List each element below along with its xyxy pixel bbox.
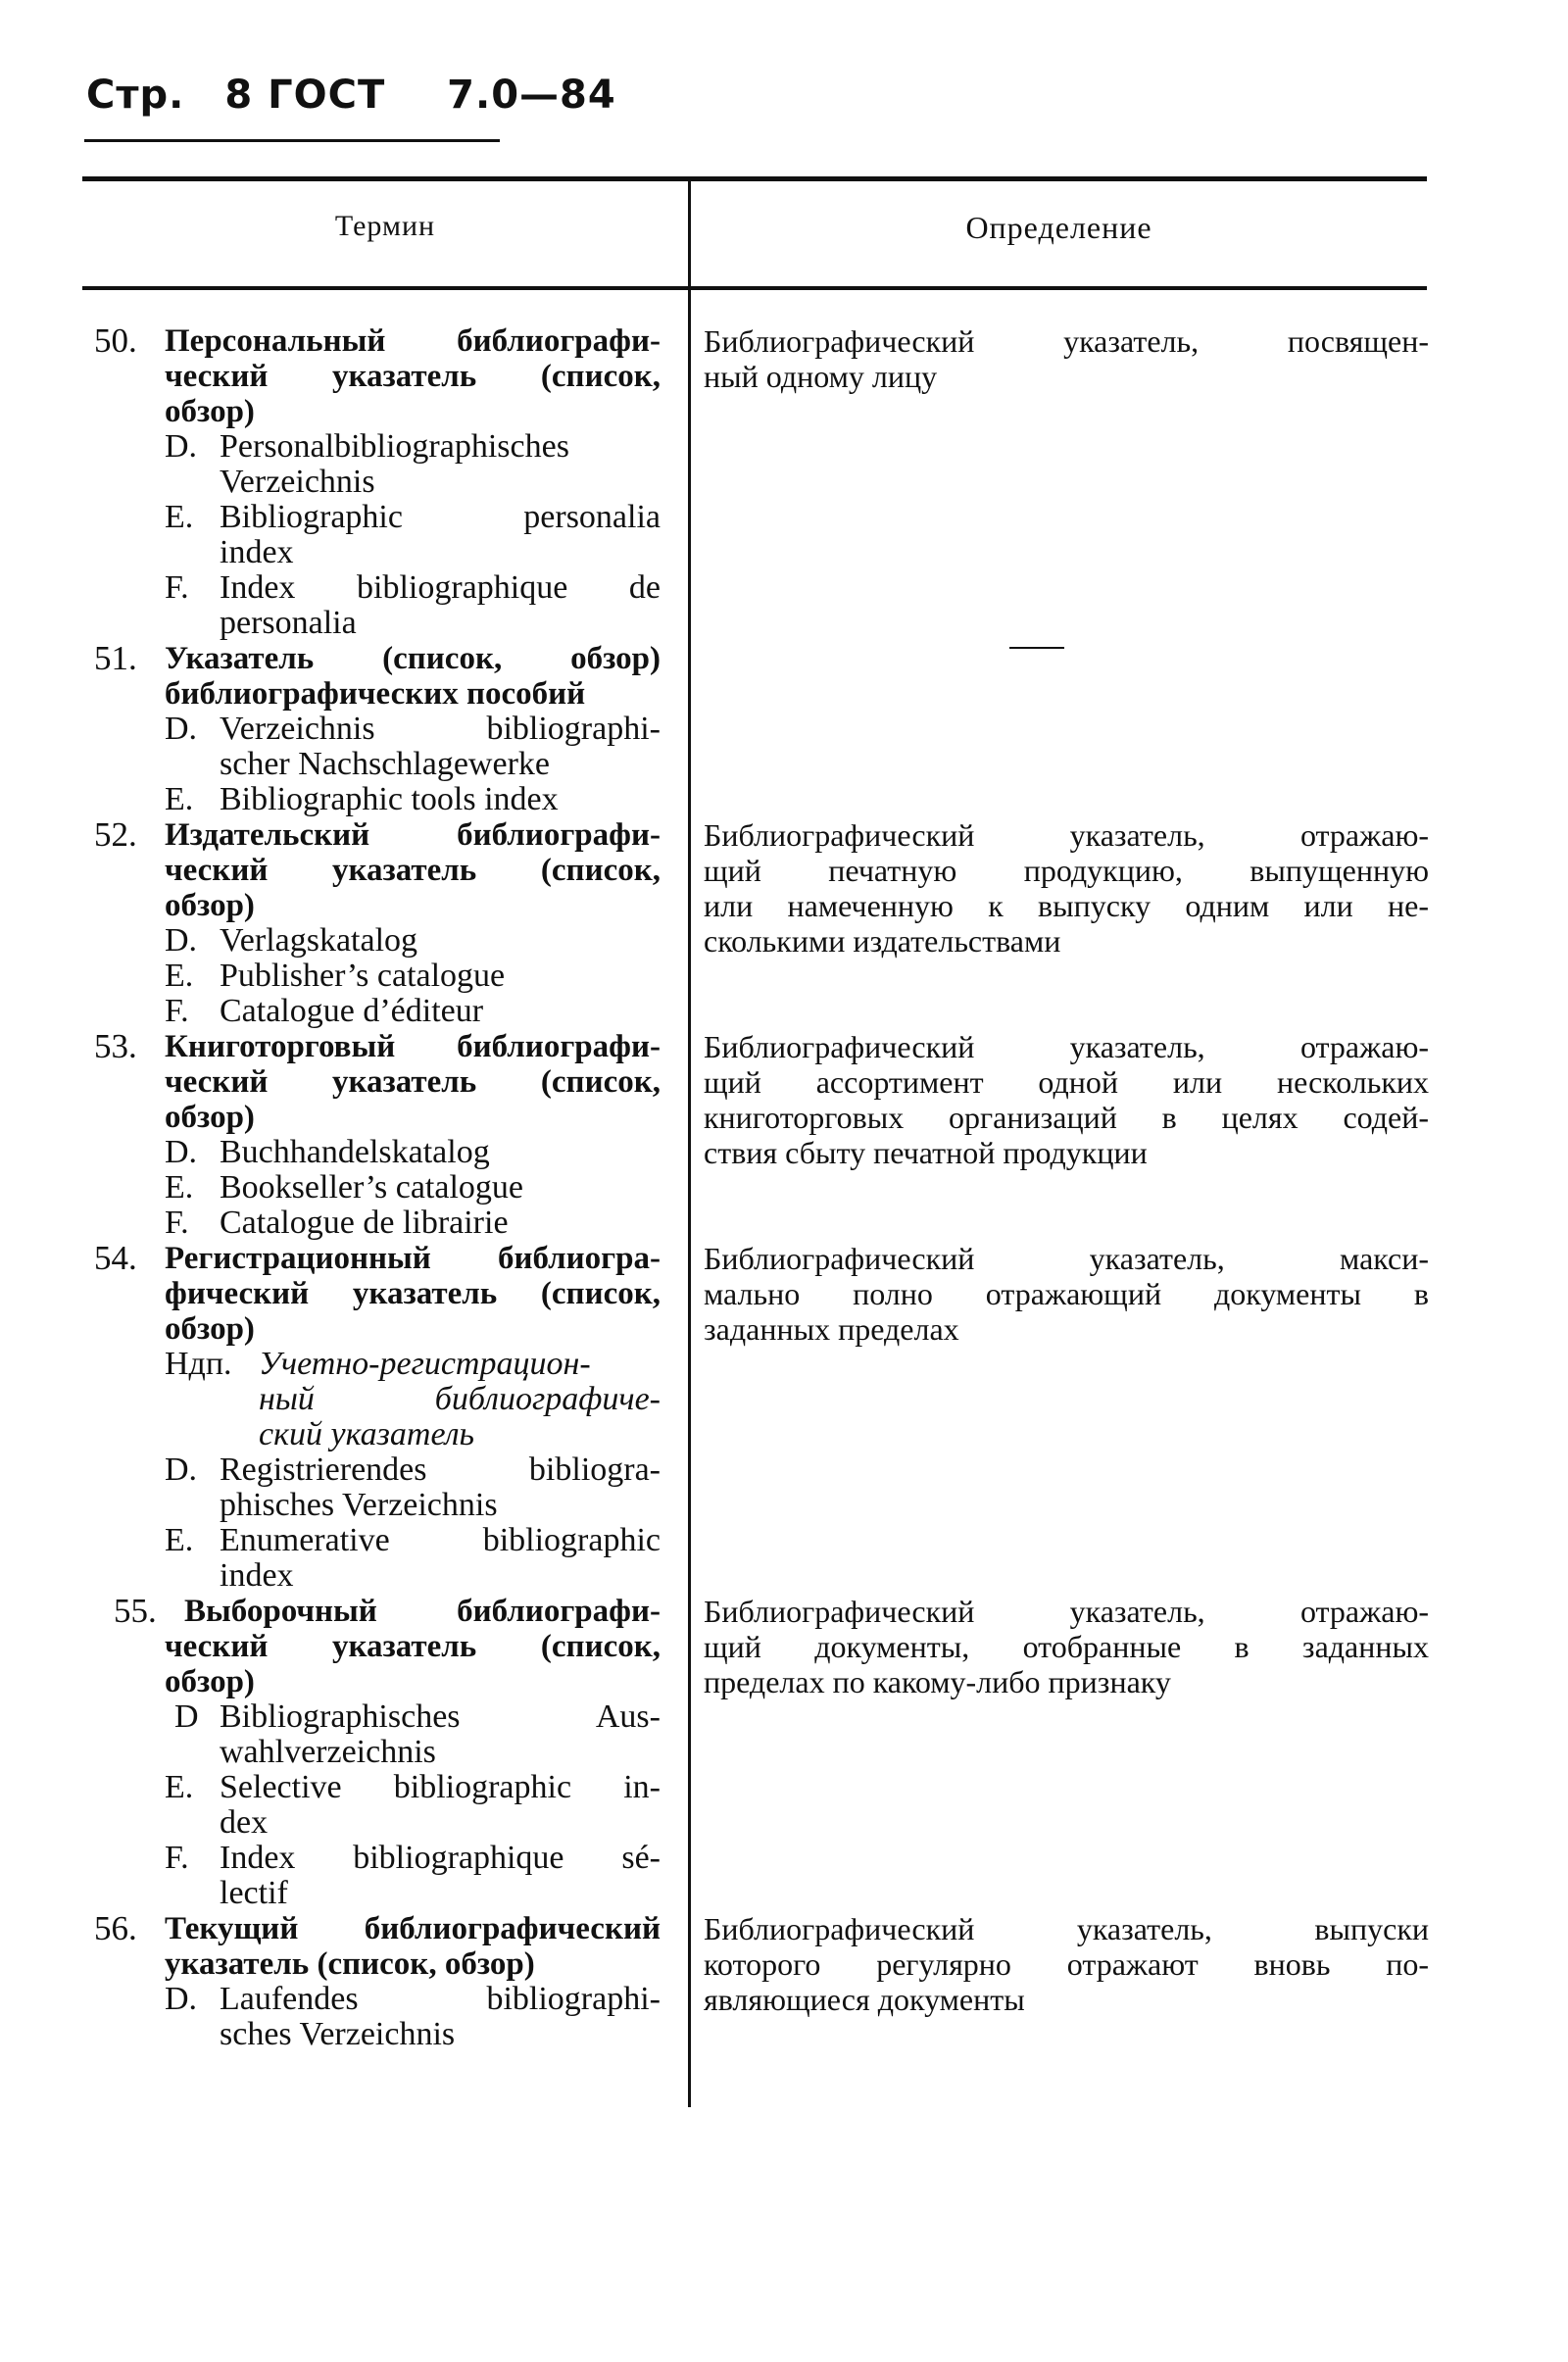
term-number: 53. xyxy=(94,1027,137,1065)
translation-line: sches Verzeichnis xyxy=(220,2016,456,2052)
translation-line: Index bibliographique sé- xyxy=(220,1840,661,1876)
term-line: Текущий библиографический xyxy=(165,1911,661,1946)
term-line: Книготорговый библиографи- xyxy=(165,1029,661,1064)
page-number: 8 xyxy=(224,73,254,118)
term-line: библиографических пособий xyxy=(165,676,586,712)
language-code: E. xyxy=(165,958,194,994)
translation-line: Selective bibliographic in- xyxy=(220,1769,661,1805)
standard-code: 7.0—84 xyxy=(447,73,616,118)
translation-line: Publisher’s catalogue xyxy=(220,958,506,994)
definition-line: ствия сбыту печатной продукции xyxy=(704,1135,1148,1170)
language-code: D. xyxy=(165,1452,198,1488)
language-code: E. xyxy=(165,1522,194,1558)
language-code: D. xyxy=(165,711,198,747)
language-code: D. xyxy=(165,428,198,465)
page-prefix: Стр. xyxy=(86,73,185,118)
language-code: E. xyxy=(165,1169,194,1206)
column-header-definition: Определение xyxy=(965,210,1152,245)
language-code: D. xyxy=(165,1134,198,1170)
term-line: фический указатель (список, xyxy=(165,1276,661,1311)
definition-line: Библиографический указатель, отражаю- xyxy=(704,1594,1429,1629)
language-code: E. xyxy=(165,1769,194,1805)
translation-line: Buchhandelskatalog xyxy=(220,1134,490,1170)
term-line: Выборочный библиографи- xyxy=(184,1594,661,1629)
definition-line: Библиографический указатель, отражаю- xyxy=(704,1029,1429,1064)
definition-line: или намеченную к выпуску одним или не- xyxy=(704,888,1429,923)
translation-line: Catalogue de librairie xyxy=(220,1205,509,1241)
ndp-line: ный библиографиче- xyxy=(259,1381,661,1417)
standard-name: ГОСТ xyxy=(268,73,386,118)
term-line: указатель (список, обзор) xyxy=(165,1946,535,1982)
term-line: ческий указатель (список, xyxy=(165,1064,661,1100)
table-top-rule xyxy=(82,176,1427,181)
term-entry-50 xyxy=(94,323,661,641)
term-number: 50. xyxy=(94,321,137,360)
translation-line: scher Nachschlagewerke xyxy=(220,746,550,782)
term-line: обзор) xyxy=(165,394,255,429)
definition-54 xyxy=(704,1241,1429,1347)
term-entry-53 xyxy=(94,1029,661,1241)
definition-line: щий печатную продукцию, выпущенную xyxy=(704,853,1429,888)
translation-line: Registrierendes bibliogra- xyxy=(220,1452,661,1488)
translation-line: personalia xyxy=(220,605,357,641)
column-header-term: Термин xyxy=(334,210,436,242)
definition-line: книготорговых организаций в целях содей- xyxy=(704,1100,1429,1135)
term-number: 56. xyxy=(94,1909,137,1947)
ndp-line: Учетно-регистрацион- xyxy=(259,1346,591,1382)
empty-definition-dash xyxy=(1009,647,1064,649)
language-code: E. xyxy=(165,499,194,535)
translation-line: Laufendes bibliographi- xyxy=(220,1981,661,2017)
term-line: обзор) xyxy=(165,1100,255,1135)
translation-line: index xyxy=(220,534,294,570)
translation-line: Enumerative bibliographic xyxy=(220,1522,661,1558)
language-code: F. xyxy=(165,1205,189,1241)
definition-50 xyxy=(704,323,1429,394)
term-number: 55. xyxy=(114,1592,157,1630)
translation-line: Verzeichnis xyxy=(220,464,375,500)
translation-line: Bibliographic tools index xyxy=(220,781,559,817)
definition-line: которого регулярно отражают вновь по- xyxy=(704,1946,1429,1982)
term-entry-51 xyxy=(94,641,661,817)
translation-line: Bibliographic personalia xyxy=(220,499,661,535)
translation-line: wahlverzeichnis xyxy=(220,1734,436,1770)
definition-line: щий документы, отобранные в заданных xyxy=(704,1629,1429,1664)
ndp-label: Ндп. xyxy=(165,1346,232,1382)
definition-line: заданных пределах xyxy=(704,1311,959,1347)
term-entry-52 xyxy=(94,817,661,1029)
translation-line: Bookseller’s catalogue xyxy=(220,1169,524,1206)
translation-line: Bibliographisches Aus- xyxy=(220,1698,661,1735)
definition-line: мально полно отражающий документы в xyxy=(704,1276,1429,1311)
definition-56 xyxy=(704,1911,1429,2017)
translation-line: index xyxy=(220,1557,294,1594)
language-code: E. xyxy=(165,781,194,817)
translation-line: Index bibliographique de xyxy=(220,569,661,606)
language-code: F. xyxy=(165,569,189,606)
language-code: D. xyxy=(165,922,198,959)
translation-line: Personalbibliographisches xyxy=(220,428,569,465)
term-line: Регистрационный библиогра- xyxy=(165,1241,661,1276)
page-header xyxy=(86,73,616,118)
translation-line: Catalogue d’éditeur xyxy=(220,993,484,1029)
ndp-line: ский указатель xyxy=(259,1416,475,1452)
term-entry-54 xyxy=(94,1241,661,1594)
definition-line: ный одному лицу xyxy=(704,359,938,394)
definition-52 xyxy=(704,817,1429,959)
term-line: ческий указатель (список, xyxy=(165,853,661,888)
definition-line: сколькими издательствами xyxy=(704,923,1061,959)
translation-line: lectif xyxy=(220,1875,288,1911)
term-entry-56 xyxy=(94,1911,661,2052)
term-number: 52. xyxy=(94,815,137,854)
term-entry-55 xyxy=(94,1594,661,1911)
definition-line: являющиеся документы xyxy=(704,1982,1025,2017)
column-divider xyxy=(688,176,691,2107)
table-header-rule xyxy=(82,286,1427,290)
term-line: Издательский библиографи- xyxy=(165,817,661,853)
translation-line: dex xyxy=(220,1804,269,1841)
header-underline xyxy=(84,139,500,142)
language-code: F. xyxy=(165,1840,189,1876)
language-code: F. xyxy=(165,993,189,1029)
definition-line: щий ассортимент одной или нескольких xyxy=(704,1064,1429,1100)
definition-line: Библиографический указатель, посвящен- xyxy=(704,323,1429,359)
definition-line: Библиографический указатель, отражаю- xyxy=(704,817,1429,853)
term-line: обзор) xyxy=(165,1311,255,1347)
definition-line: Библиографический указатель, выпуски xyxy=(704,1911,1429,1946)
definition-53 xyxy=(704,1029,1429,1170)
definition-55 xyxy=(704,1594,1429,1699)
term-line: обзор) xyxy=(165,1664,255,1699)
translation-line: phisches Verzeichnis xyxy=(220,1487,498,1523)
term-line: обзор) xyxy=(165,888,255,923)
term-number: 54. xyxy=(94,1239,137,1277)
definition-line: Библиографический указатель, макси- xyxy=(704,1241,1429,1276)
language-code: D. xyxy=(165,1981,198,2017)
term-line: Указатель (список, обзор) xyxy=(165,641,661,676)
translation-line: Verzeichnis bibliographi- xyxy=(220,711,661,747)
definition-line: пределах по какому-либо признаку xyxy=(704,1664,1171,1699)
translation-line: Verlagskatalog xyxy=(220,922,418,959)
term-line: ческий указатель (список, xyxy=(165,1629,661,1664)
term-line: Персональный библиографи- xyxy=(165,323,661,359)
term-number: 51. xyxy=(94,639,137,677)
language-code: D xyxy=(174,1698,199,1735)
term-line: ческий указатель (список, xyxy=(165,359,661,394)
